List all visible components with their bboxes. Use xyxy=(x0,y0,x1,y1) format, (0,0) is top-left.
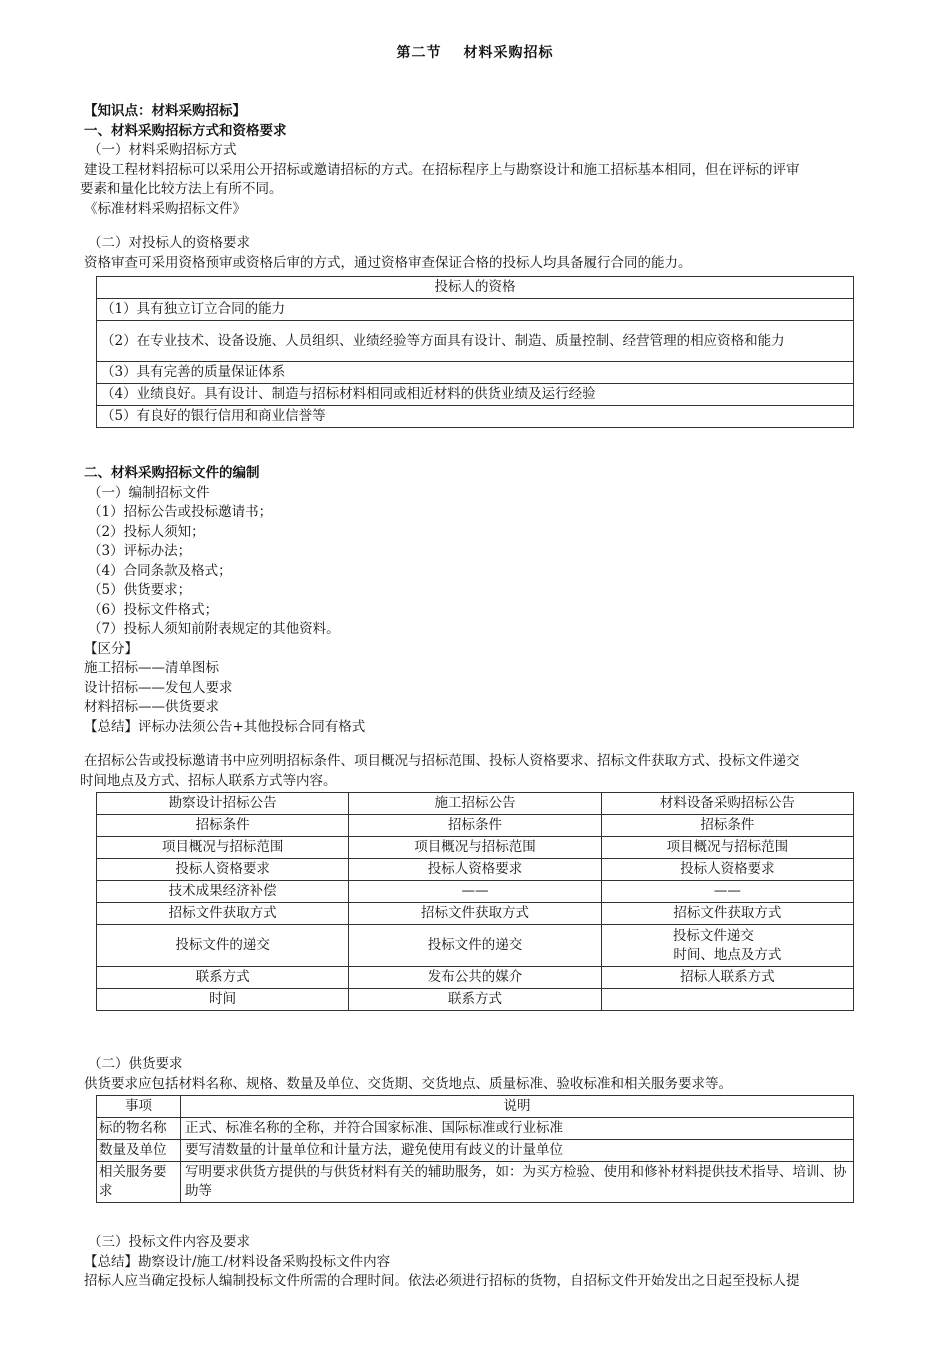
subheading-1-1: （一）材料采购招标方式 xyxy=(88,142,237,158)
table-row: （3）具有完善的质量保证体系 xyxy=(97,362,854,384)
distinction-heading: 【区分】 xyxy=(84,640,138,657)
table-row xyxy=(97,1140,854,1162)
table-header-cell: 施工招标公告 xyxy=(349,793,601,815)
table-cell: 项目概况与招标范围 xyxy=(601,837,853,859)
paragraph-1b: 要素和量化比较方法上有所不同。 xyxy=(80,181,283,197)
table-cell: 技术成果经济补偿 xyxy=(97,881,349,903)
section-2-3-block xyxy=(84,1233,899,1292)
table-cell: 要写清数量的计量单位和计量方法，避免使用有歧义的计量单位 xyxy=(181,1140,854,1162)
table-cell: 时间 xyxy=(97,989,349,1011)
list-item: （3）评标办法； xyxy=(88,543,192,559)
supply-requirements-table xyxy=(96,1095,854,1203)
paragraph-5: 招标人应当确定投标人编制投标文件所需的合理时间。依法必须进行招标的货物，自招标文件开始发出之日起至投标人提 xyxy=(84,1273,800,1289)
table-cell: 标的物名称 xyxy=(97,1118,181,1140)
table-header-cell: 说明 xyxy=(181,1096,854,1118)
table-cell: 招标条件 xyxy=(601,815,853,837)
knowledge-point-heading: 【知识点：材料采购招标】 xyxy=(84,103,246,119)
section-1-2-block xyxy=(84,234,899,273)
table-row xyxy=(97,881,854,903)
list-item: （5）供货要求； xyxy=(88,582,192,598)
table-cell: 项目概况与招标范围 xyxy=(349,837,601,859)
section-title xyxy=(0,44,950,64)
subheading-2-2: （二）供货要求 xyxy=(88,1056,183,1072)
cell-line: 投标文件递交 xyxy=(672,927,754,944)
announcement-comparison-table xyxy=(96,792,854,1011)
paragraph-4: 供货要求应包括材料名称、规格、数量及单位、交货期、交货地点、质量标准、验收标准和相关服务要求等。 xyxy=(84,1075,732,1092)
section-1-block xyxy=(80,102,899,219)
table-row xyxy=(97,967,854,989)
table-cell: 投标人资格要求 xyxy=(97,859,349,881)
bidder-qualification-table xyxy=(96,276,854,428)
summary-line: 【总结】勘察设计/施工/材料设备采购投标文件内容 xyxy=(84,1253,391,1270)
distinction-line: 施工招标——清单图标 xyxy=(84,660,219,676)
list-item: （2）投标人须知； xyxy=(88,523,205,540)
subheading-2-1: （一）编制招标文件 xyxy=(88,484,210,501)
subheading-1-2: （二）对投标人的资格要求 xyxy=(88,235,250,251)
paragraph-3a: 在招标公告或投标邀请书中应列明招标条件、项目概况与招标范围、投标人资格要求、招标文件获取方式、投标文件递交 xyxy=(84,753,800,769)
cell-line: 时间、地点及方式 xyxy=(673,946,782,963)
list-item: （6）投标文件格式； xyxy=(88,601,219,618)
subheading-2-3: （三）投标文件内容及要求 xyxy=(88,1234,250,1250)
table-cell: 投标文件的递交 xyxy=(97,925,349,967)
table-cell: 相关服务要求 xyxy=(97,1162,181,1203)
table-row xyxy=(97,837,854,859)
table-row xyxy=(97,815,854,837)
table-cell xyxy=(601,989,853,1011)
table-row: （1）具有独立订立合同的能力 xyxy=(97,299,854,321)
table-cell: 写明要求供货方提供的与供货材料有关的辅助服务，如：为买方检验、使用和修补材料提供技术指导、培训、协助等 xyxy=(181,1162,854,1203)
list-item: （1）招标公告或投标邀请书； xyxy=(88,504,273,520)
table-row xyxy=(97,925,854,967)
table-cell: 招标条件 xyxy=(97,815,349,837)
paragraph-2: 资格审查可采用资格预审或资格后审的方式，通过资格审查保证合格的投标人均具备履行合同的能力。 xyxy=(84,254,692,271)
distinction-line: 材料招标——供货要求 xyxy=(84,699,219,715)
table-row: （2）在专业技术、设备设施、人员组织、业绩经验等方面具有设计、制造、质量控制、经营管理的相应资格和能力 xyxy=(97,321,854,362)
table-row: （4）业绩良好。具有设计、制造与招标材料相同或相近材料的供货业绩及运行经验 xyxy=(97,384,854,406)
paragraph-3b: 时间地点及方式、招标人联系方式等内容。 xyxy=(80,772,337,789)
table-cell: 正式、标准名称的全称，并符合国家标准、国际标准或行业标准 xyxy=(181,1118,854,1140)
table-row xyxy=(97,1118,854,1140)
table-row: （5）有良好的银行信用和商业信誉等 xyxy=(97,406,854,428)
table-header-cell: 材料设备采购招标公告 xyxy=(601,793,853,815)
table-header: 投标人的资格 xyxy=(97,277,854,299)
heading-2: 二、材料采购招标文件的编制 xyxy=(84,465,260,481)
table-cell: 投标人资格要求 xyxy=(349,859,601,881)
table-cell: 招标文件获取方式 xyxy=(97,903,349,925)
table-cell: 招标人联系方式 xyxy=(601,967,853,989)
section-2-2-block xyxy=(84,1055,899,1094)
section-number: 第二节 xyxy=(396,45,442,61)
distinction-line: 设计招标——发包人要求 xyxy=(84,679,233,696)
table-cell: —— xyxy=(601,881,853,903)
table-cell: 招标条件 xyxy=(349,815,601,837)
document-name: 《标准材料采购招标文件》 xyxy=(84,200,246,217)
table-cell: 发布公共的媒介 xyxy=(349,967,601,989)
table-row xyxy=(97,1162,854,1203)
list-item: （4）合同条款及格式； xyxy=(88,562,232,579)
table-cell: 投标文件的递交 xyxy=(349,925,601,967)
table-header-cell: 勘察设计招标公告 xyxy=(97,793,349,815)
table-cell: —— xyxy=(349,881,601,903)
list-item: （7）投标人须知前附表规定的其他资料。 xyxy=(88,621,340,637)
section-name: 材料采购招标 xyxy=(463,45,554,61)
section-2-para-block xyxy=(80,752,899,791)
table-cell: 项目概况与招标范围 xyxy=(97,837,349,859)
table-cell: 联系方式 xyxy=(349,989,601,1011)
heading-1: 一、材料采购招标方式和资格要求 xyxy=(84,122,287,139)
table-cell: 联系方式 xyxy=(97,967,349,989)
table-cell: 数量及单位 xyxy=(97,1140,181,1162)
table-cell: 招标文件获取方式 xyxy=(349,903,601,925)
table-cell: 招标文件获取方式 xyxy=(601,903,853,925)
summary-line: 【总结】评标办法须公告+其他投标合同有格式 xyxy=(84,718,366,735)
table-row xyxy=(97,859,854,881)
table-header-cell: 事项 xyxy=(97,1096,181,1118)
table-cell xyxy=(601,925,853,967)
table-cell: 投标人资格要求 xyxy=(601,859,853,881)
table-row xyxy=(97,903,854,925)
section-2-block xyxy=(84,464,899,737)
paragraph-1a: 建设工程材料招标可以采用公开招标或邀请招标的方式。在招标程序上与勘察设计和施工招标基本相同，但在评标的评审 xyxy=(84,161,800,178)
table-row xyxy=(97,989,854,1011)
